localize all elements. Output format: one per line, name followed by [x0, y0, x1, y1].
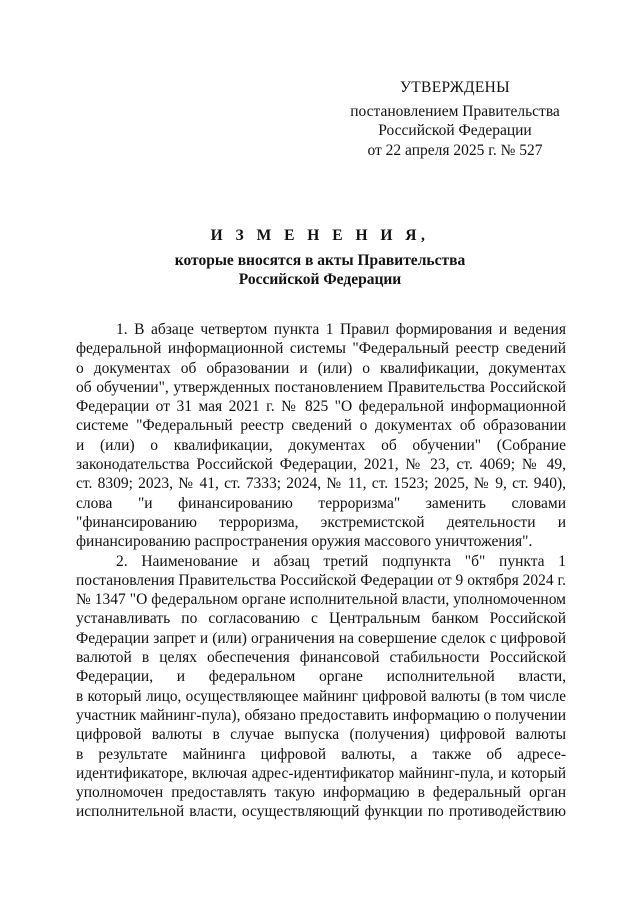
title-main: И З М Е Н Е Н И Я,: [210, 227, 430, 244]
body-line: устанавливать по согласованию с Центральным банком Российской: [76, 610, 566, 628]
body-line: федеральной информационной системы "Федеральный реестр сведений: [76, 340, 566, 358]
body-line: 1. В абзаце четвертом пункта 1 Правил формирования и ведения: [116, 321, 566, 338]
approval-line: постановлением Правительства: [350, 102, 560, 120]
body-line: валютой в целях обеспечения финансовой стабильности Российской: [76, 649, 566, 667]
body-line: участник майнинг-пула), обязано предоставить информацию о получении: [76, 706, 566, 724]
approval-block: [330, 78, 580, 160]
title-sub-line: которые вносятся в акты Правительства: [174, 251, 466, 269]
approval-line: Российской Федерации: [378, 122, 532, 139]
title-sub-line: Российской Федерации: [238, 271, 402, 288]
body-line: цифровой валюты в случае выпуска (получения) цифровой валюты: [76, 726, 566, 744]
body-line: о документах об образовании и (или) о квалификации, документах: [76, 359, 566, 377]
document-body: [76, 320, 566, 822]
body-line: слова "и финансированию терроризма" заменить словами: [76, 494, 566, 512]
body-line: в результате майнинга цифровой валюты, а также об адресе-: [76, 745, 566, 763]
approval-line: от 22 апреля 2025 г. № 527: [367, 141, 543, 159]
body-line: постановления Правительства Российской Федерации от 9 октября 2024 г.: [76, 571, 566, 589]
body-line: Федерации запрет и (или) ограничения на совершение сделок с цифровой: [76, 629, 566, 647]
body-line: "финансированию терроризма, экстремистской деятельности и: [76, 513, 566, 531]
body-line: ст. 8309; 2023, № 41, ст. 7333; 2024, № 11, ст. 1523; 2025, № 9, ст. 940),: [76, 475, 566, 493]
body-line: в который лицо, осуществляющее майнинг цифровой валюты (в том числе: [76, 687, 566, 705]
body-line: системе "Федеральный реестр сведений о документах об образовании: [76, 417, 566, 435]
body-line: уполномочен предоставлять такую информацию в федеральный орган: [76, 784, 566, 802]
body-line: финансированию распространения оружия массового уничтожения".: [76, 533, 533, 551]
document-title: [0, 226, 640, 290]
body-line: об обучении", утвержденных постановлением Правительства Российской: [76, 378, 566, 396]
body-line: законодательства Российской Федерации, 2021, № 23, ст. 4069; № 49,: [76, 456, 566, 474]
body-line: исполнительной власти, осуществляющий функции по противодействию: [76, 803, 566, 821]
body-line: идентификаторе, включая адрес-идентификатор майнинг-пула, и который: [76, 764, 566, 782]
body-line: № 1347 "О федеральном органе исполнительной власти, уполномоченном: [76, 591, 566, 609]
body-line: 2. Наименование и абзац третий подпункта "б" пункта 1: [116, 552, 566, 570]
body-line: и (или) о квалификации, документах об обучении" (Собрание: [76, 436, 566, 454]
body-line: Федерации, и федеральном органе исполнительной власти,: [76, 668, 566, 686]
approval-heading: УТВЕРЖДЕНЫ: [400, 79, 510, 96]
body-line: Федерации от 31 мая 2021 г. № 825 "О федеральной информационной: [76, 398, 566, 416]
